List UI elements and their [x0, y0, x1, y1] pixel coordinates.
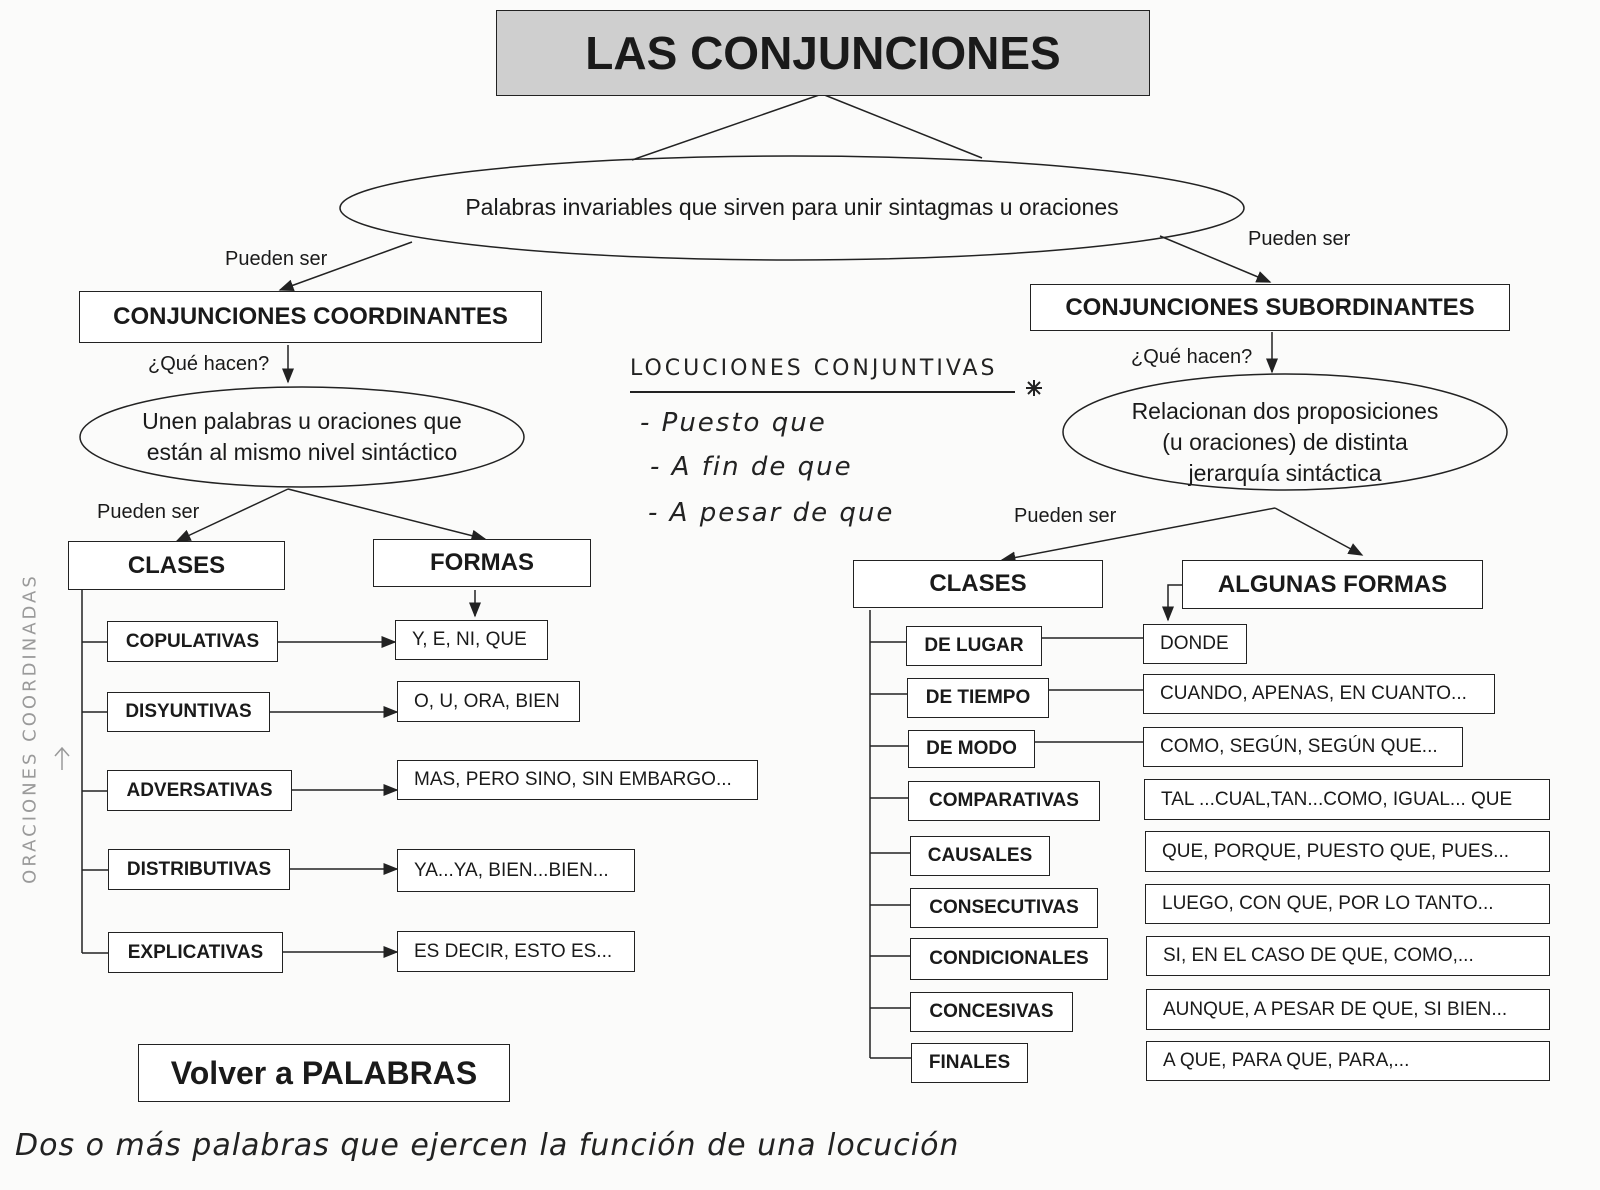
forms-explicativas: ES DECIR, ESTO ES...	[397, 931, 635, 972]
forms-finales: A QUE, PARA QUE, PARA,...	[1146, 1041, 1550, 1081]
forms-de-modo: COMO, SEGÚN, SEGÚN QUE...	[1143, 727, 1463, 767]
class-consecutivas: CONSECUTIVAS	[910, 888, 1098, 928]
forms-de-tiempo: CUANDO, APENAS, EN CUANTO...	[1143, 674, 1495, 714]
handwritten-locucion: - Puesto que	[640, 408, 827, 438]
sub-clases-header: CLASES	[853, 560, 1103, 608]
que-hacen-label: ¿Qué hacen?	[1131, 346, 1253, 368]
forms-distributivas: YA...YA, BIEN...BIEN...	[397, 849, 635, 892]
class-condicionales: CONDICIONALES	[910, 938, 1108, 980]
class-disyuntivas: DISYUNTIVAS	[107, 692, 270, 732]
class-de-modo: DE MODO	[908, 730, 1035, 768]
desc-line: están al mismo nivel sintáctico	[146, 439, 458, 465]
desc-line: jerarquía sintáctica	[1188, 460, 1382, 486]
class-de-tiempo: DE TIEMPO	[907, 678, 1049, 718]
desc-line: (u oraciones) de distinta	[1162, 429, 1408, 455]
forms-de-lugar: DONDE	[1143, 624, 1247, 664]
desc-line: Unen palabras u oraciones que	[142, 408, 462, 434]
volver-palabras-button[interactable]: Volver a PALABRAS	[138, 1044, 510, 1102]
class-finales: FINALES	[911, 1043, 1028, 1083]
forms-comparativas: TAL ...CUAL,TAN...COMO, IGUAL... QUE	[1144, 779, 1550, 820]
class-explicativas: EXPLICATIVAS	[108, 932, 283, 973]
handwritten-locucion: - A fin de que	[650, 452, 853, 482]
pueden-ser-label: Pueden ser	[1014, 505, 1117, 527]
forms-concesivas: AUNQUE, A PESAR DE QUE, SI BIEN...	[1146, 989, 1550, 1030]
forms-adversativas: MAS, PERO SINO, SIN EMBARGO...	[397, 760, 758, 800]
pueden-ser-label: Pueden ser	[97, 501, 200, 523]
handwritten-bottom-note: Dos o más palabras que ejercen la función de una locución	[15, 1128, 960, 1163]
page-title: LAS CONJUNCIONES	[496, 10, 1150, 96]
pueden-ser-label: Pueden ser	[1248, 228, 1351, 250]
class-comparativas: COMPARATIVAS	[908, 781, 1100, 821]
handwritten-locucion: - A pesar de que	[648, 498, 895, 528]
coord-clases-header: CLASES	[68, 541, 285, 590]
forms-disyuntivas: O, U, ORA, BIEN	[397, 681, 580, 722]
sub-description	[1063, 396, 1507, 489]
forms-causales: QUE, PORQUE, PUESTO QUE, PUES...	[1145, 831, 1550, 872]
pueden-ser-label: Pueden ser	[225, 248, 328, 270]
sub-formas-header: ALGUNAS FORMAS	[1182, 560, 1483, 609]
class-distributivas: DISTRIBUTIVAS	[108, 849, 290, 890]
handwritten-side-note: ORACIONES COORDINADAS	[19, 573, 41, 884]
coord-formas-header: FORMAS	[373, 539, 591, 587]
class-causales: CAUSALES	[910, 836, 1050, 876]
forms-condicionales: SI, EN EL CASO DE QUE, COMO,...	[1146, 936, 1550, 976]
class-concesivas: CONCESIVAS	[910, 992, 1073, 1032]
que-hacen-label: ¿Qué hacen?	[148, 353, 270, 375]
coord-description	[80, 406, 524, 468]
definition-text: Palabras invariables que sirven para unir sintagmas u oraciones	[465, 194, 1119, 220]
handwritten-locuciones-title: LOCUCIONES CONJUNTIVAS	[630, 356, 998, 381]
class-adversativas: ADVERSATIVAS	[107, 770, 292, 811]
forms-consecutivas: LUEGO, CON QUE, POR LO TANTO...	[1145, 884, 1550, 924]
desc-line: Relacionan dos proposiciones	[1131, 398, 1439, 424]
class-de-lugar: DE LUGAR	[906, 626, 1042, 666]
coordinantes-box: CONJUNCIONES COORDINANTES	[79, 291, 542, 343]
subordinantes-box: CONJUNCIONES SUBORDINANTES	[1030, 284, 1510, 331]
class-copulativas: COPULATIVAS	[107, 621, 278, 662]
forms-copulativas: Y, E, NI, QUE	[395, 620, 548, 660]
